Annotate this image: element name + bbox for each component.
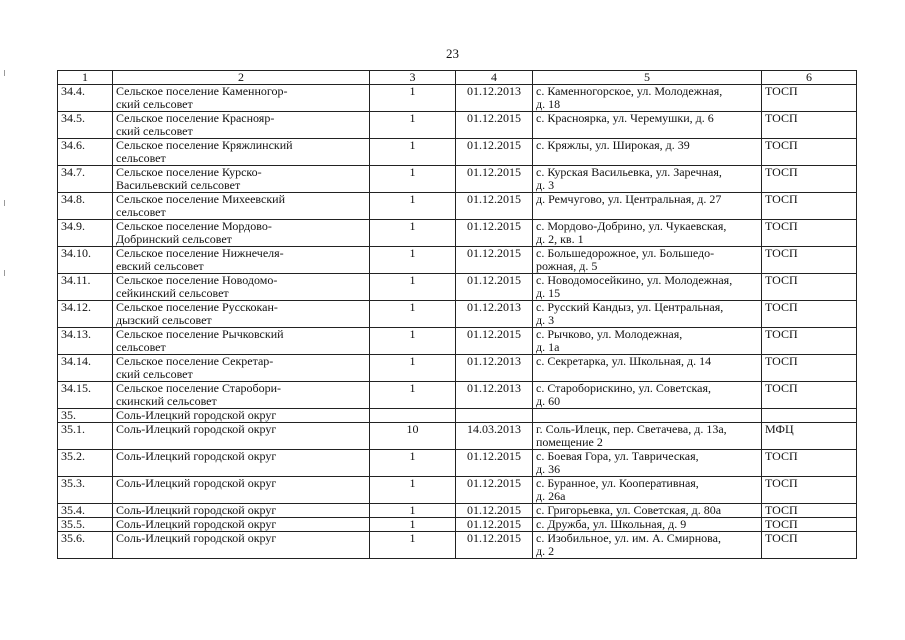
- settlement-name-cell-line: Сельское поселение Русскокан-: [116, 300, 278, 314]
- settlement-name-cell-line: Сельское поселение Михеевский: [116, 192, 286, 206]
- type-cell: ТОСП: [762, 532, 857, 559]
- settlement-name-cell: [113, 423, 370, 450]
- quantity-cell: 1: [370, 301, 456, 328]
- type-cell: ТОСП: [762, 247, 857, 274]
- table-row: [58, 85, 857, 112]
- address-cell-line: д. 36: [536, 462, 561, 476]
- column-header: 2: [113, 71, 370, 85]
- settlement-name-cell-line: Сельское поселение Рычковский: [116, 327, 284, 341]
- address-cell-line: д. 18: [536, 97, 561, 111]
- settlement-name-cell: [113, 409, 370, 423]
- settlement-name-cell-line: Соль-Илецкий городской округ: [116, 517, 277, 531]
- settlement-name-cell-line: Сельское поселение Новодомо-: [116, 273, 278, 287]
- date-cell: 01.12.2015: [456, 112, 533, 139]
- quantity-cell: 1: [370, 166, 456, 193]
- type-cell: ТОСП: [762, 193, 857, 220]
- row-number-cell: 35.6.: [58, 532, 113, 559]
- row-number-cell: 34.10.: [58, 247, 113, 274]
- address-cell-line: д. 26а: [536, 489, 566, 503]
- column-header: 5: [533, 71, 762, 85]
- settlement-name-cell-line: сельсовет: [116, 205, 166, 219]
- settlement-name-cell: [113, 382, 370, 409]
- date-cell: 01.12.2013: [456, 382, 533, 409]
- address-cell: [533, 112, 762, 139]
- address-cell: [533, 532, 762, 559]
- settlement-name-cell: [113, 450, 370, 477]
- type-cell: ТОСП: [762, 139, 857, 166]
- page-number: 23: [446, 46, 459, 61]
- address-cell-line: с. Красноярка, ул. Черемушки, д. 6: [536, 111, 714, 125]
- table-row: [58, 518, 857, 532]
- type-cell: ТОСП: [762, 450, 857, 477]
- row-number-cell: 34.7.: [58, 166, 113, 193]
- row-number-cell: 34.8.: [58, 193, 113, 220]
- address-cell-line: с. Мордово-Добрино, ул. Чукаевская,: [536, 219, 727, 233]
- type-cell: ТОСП: [762, 504, 857, 518]
- settlement-name-cell: [113, 139, 370, 166]
- address-cell: [533, 423, 762, 450]
- table-row: [58, 382, 857, 409]
- address-cell-line: с. Буранное, ул. Кооперативная,: [536, 476, 699, 490]
- quantity-cell: 1: [370, 518, 456, 532]
- address-cell-line: с. Изобильное, ул. им. А. Смирнова,: [536, 531, 721, 545]
- row-number-cell: 35.5.: [58, 518, 113, 532]
- date-cell: 01.12.2015: [456, 193, 533, 220]
- row-number-cell: 34.9.: [58, 220, 113, 247]
- row-number-cell: 35.2.: [58, 450, 113, 477]
- address-cell: [533, 355, 762, 382]
- settlement-name-cell: [113, 193, 370, 220]
- settlement-name-cell: [113, 355, 370, 382]
- quantity-cell: 1: [370, 504, 456, 518]
- type-cell: ТОСП: [762, 328, 857, 355]
- table-row: [58, 355, 857, 382]
- row-number-cell: 34.6.: [58, 139, 113, 166]
- header-row: [58, 71, 857, 85]
- row-number-cell: 34.5.: [58, 112, 113, 139]
- date-cell: 01.12.2013: [456, 85, 533, 112]
- table-row: [58, 220, 857, 247]
- settlement-name-cell: [113, 504, 370, 518]
- settlement-name-cell-line: Соль-Илецкий городской округ: [116, 476, 277, 490]
- date-cell: 01.12.2015: [456, 450, 533, 477]
- table-row: [58, 112, 857, 139]
- address-cell: [533, 409, 762, 423]
- row-number-cell: 34.11.: [58, 274, 113, 301]
- table-row: [58, 423, 857, 450]
- table-row: [58, 328, 857, 355]
- settlement-name-cell-line: Соль-Илецкий городской округ: [116, 503, 277, 517]
- settlement-name-cell-line: Соль-Илецкий городской округ: [116, 449, 277, 463]
- row-number-cell: 35.: [58, 409, 113, 423]
- type-cell: ТОСП: [762, 518, 857, 532]
- quantity-cell: 10: [370, 423, 456, 450]
- date-cell: 01.12.2013: [456, 301, 533, 328]
- quantity-cell: [370, 409, 456, 423]
- date-cell: 01.12.2015: [456, 220, 533, 247]
- address-cell-line: помещение 2: [536, 435, 603, 449]
- address-cell-line: д. 2: [536, 544, 555, 558]
- address-cell: [533, 220, 762, 247]
- type-cell: МФЦ: [762, 423, 857, 450]
- date-cell: 01.12.2015: [456, 328, 533, 355]
- address-cell: [533, 166, 762, 193]
- settlement-name-cell-line: Сельское поселение Краснояр-: [116, 111, 275, 125]
- quantity-cell: 1: [370, 355, 456, 382]
- address-cell-line: д. 3: [536, 313, 555, 327]
- settlement-name-cell-line: Соль-Илецкий городской округ: [116, 531, 277, 545]
- table-row: [58, 247, 857, 274]
- date-cell: 01.12.2015: [456, 504, 533, 518]
- settlement-name-cell-line: ский сельсовет: [116, 124, 193, 138]
- row-number-cell: 35.3.: [58, 477, 113, 504]
- settlement-name-cell: [113, 301, 370, 328]
- table-row: [58, 193, 857, 220]
- settlement-name-cell: [113, 532, 370, 559]
- address-cell: [533, 193, 762, 220]
- quantity-cell: 1: [370, 328, 456, 355]
- table-row: [58, 301, 857, 328]
- table-row: [58, 477, 857, 504]
- date-cell: 01.12.2015: [456, 139, 533, 166]
- address-cell-line: с. Староборискино, ул. Советская,: [536, 381, 712, 395]
- address-cell-line: рожная, д. 5: [536, 259, 598, 273]
- type-cell: ТОСП: [762, 301, 857, 328]
- address-cell: [533, 247, 762, 274]
- settlement-name-cell-line: Сельское поселение Нижнечеля-: [116, 246, 284, 260]
- settlement-name-cell-line: евский сельсовет: [116, 259, 204, 273]
- type-cell: ТОСП: [762, 85, 857, 112]
- settlement-name-cell-line: Сельское поселение Кряжлинский: [116, 138, 293, 152]
- settlement-name-cell-line: ский сельсовет: [116, 97, 193, 111]
- address-cell-line: г. Соль-Илецк, пер. Светачева, д. 13а,: [536, 422, 727, 436]
- address-cell: [533, 450, 762, 477]
- address-cell-line: с. Дружба, ул. Школьная, д. 9: [536, 517, 687, 531]
- date-cell: [456, 409, 533, 423]
- table-row: [58, 139, 857, 166]
- address-cell-line: с. Кряжлы, ул. Широкая, д. 39: [536, 138, 690, 152]
- table-row: [58, 532, 857, 559]
- settlement-name-cell-line: Сельское поселение Секретар-: [116, 354, 274, 368]
- table-row: [58, 274, 857, 301]
- settlement-name-cell: [113, 274, 370, 301]
- address-cell-line: с. Курская Васильевка, ул. Заречная,: [536, 165, 722, 179]
- address-cell: [533, 518, 762, 532]
- date-cell: 01.12.2015: [456, 274, 533, 301]
- address-cell: [533, 274, 762, 301]
- date-cell: 01.12.2015: [456, 532, 533, 559]
- quantity-cell: 1: [370, 450, 456, 477]
- settlement-name-cell-line: сельсовет: [116, 151, 166, 165]
- settlement-name-cell: [113, 166, 370, 193]
- settlement-name-cell-line: Сельское поселение Старобори-: [116, 381, 282, 395]
- table-body: [58, 85, 857, 559]
- type-cell: ТОСП: [762, 355, 857, 382]
- settlement-name-cell-line: Сельское поселение Курско-: [116, 165, 262, 179]
- row-number-cell: 34.14.: [58, 355, 113, 382]
- quantity-cell: 1: [370, 193, 456, 220]
- document-table: [57, 70, 857, 559]
- settlement-name-cell: [113, 247, 370, 274]
- address-cell-line: с. Русский Кандыз, ул. Центральная,: [536, 300, 724, 314]
- settlement-name-cell: [113, 518, 370, 532]
- settlement-name-cell: [113, 85, 370, 112]
- address-cell-line: с. Боевая Гора, ул. Таврическая,: [536, 449, 699, 463]
- quantity-cell: 1: [370, 532, 456, 559]
- type-cell: ТОСП: [762, 166, 857, 193]
- address-cell: [533, 301, 762, 328]
- settlement-name-cell-line: Соль-Илецкий городской округ: [116, 422, 277, 436]
- type-cell: ТОСП: [762, 382, 857, 409]
- table-row: [58, 166, 857, 193]
- date-cell: 01.12.2015: [456, 247, 533, 274]
- settlement-name-cell-line: Сельское поселение Каменногор-: [116, 84, 288, 98]
- address-cell-line: д. 2, кв. 1: [536, 232, 584, 246]
- address-cell: [533, 328, 762, 355]
- table-row: [58, 504, 857, 518]
- address-cell-line: с. Новодомосейкино, ул. Молодежная,: [536, 273, 733, 287]
- settlement-name-cell: [113, 112, 370, 139]
- settlement-name-cell-line: Добринский сельсовет: [116, 232, 232, 246]
- settlement-name-cell-line: Васильевский сельсовет: [116, 178, 241, 192]
- settlement-name-cell-line: скинский сельсовет: [116, 394, 217, 408]
- date-cell: 01.12.2013: [456, 355, 533, 382]
- row-number-cell: 34.4.: [58, 85, 113, 112]
- type-cell: ТОСП: [762, 274, 857, 301]
- address-cell: [533, 139, 762, 166]
- settlement-name-cell-line: сейкинский сельсовет: [116, 286, 229, 300]
- address-cell-line: с. Каменногорское, ул. Молодежная,: [536, 84, 723, 98]
- quantity-cell: 1: [370, 274, 456, 301]
- address-cell-line: д. 1а: [536, 340, 560, 354]
- type-cell: ТОСП: [762, 220, 857, 247]
- address-cell-line: с. Григорьевка, ул. Советская, д. 80а: [536, 503, 722, 517]
- settlement-name-cell-line: сельсовет: [116, 340, 166, 354]
- row-number-cell: 35.1.: [58, 423, 113, 450]
- address-cell: [533, 85, 762, 112]
- date-cell: 01.12.2015: [456, 477, 533, 504]
- quantity-cell: 1: [370, 477, 456, 504]
- row-number-cell: 34.15.: [58, 382, 113, 409]
- table-row: [58, 409, 857, 423]
- address-cell-line: с. Секретарка, ул. Школьная, д. 14: [536, 354, 712, 368]
- column-header: 4: [456, 71, 533, 85]
- column-header: 3: [370, 71, 456, 85]
- settlement-name-cell: [113, 328, 370, 355]
- date-cell: 01.12.2015: [456, 166, 533, 193]
- quantity-cell: 1: [370, 382, 456, 409]
- quantity-cell: 1: [370, 85, 456, 112]
- address-cell: [533, 382, 762, 409]
- address-cell-line: с. Рычково, ул. Молодежная,: [536, 327, 683, 341]
- settlement-name-cell: [113, 477, 370, 504]
- row-number-cell: 35.4.: [58, 504, 113, 518]
- address-cell-line: с. Большедорожное, ул. Большедо-: [536, 246, 715, 260]
- address-cell-line: д. 60: [536, 394, 561, 408]
- date-cell: 14.03.2013: [456, 423, 533, 450]
- type-cell: ТОСП: [762, 477, 857, 504]
- type-cell: [762, 409, 857, 423]
- row-number-cell: 34.12.: [58, 301, 113, 328]
- table-row: [58, 450, 857, 477]
- address-cell: [533, 477, 762, 504]
- settlement-name-cell: [113, 220, 370, 247]
- address-cell-line: д. 15: [536, 286, 561, 300]
- settlement-name-cell-line: ский сельсовет: [116, 367, 193, 381]
- address-cell-line: д. 3: [536, 178, 555, 192]
- settlement-name-cell-line: Сельское поселение Мордово-: [116, 219, 272, 233]
- settlement-name-cell-line: Соль-Илецкий городской округ: [116, 408, 277, 422]
- quantity-cell: 1: [370, 247, 456, 274]
- type-cell: ТОСП: [762, 112, 857, 139]
- row-number-cell: 34.13.: [58, 328, 113, 355]
- quantity-cell: 1: [370, 139, 456, 166]
- quantity-cell: 1: [370, 220, 456, 247]
- quantity-cell: 1: [370, 112, 456, 139]
- column-header: 6: [762, 71, 857, 85]
- address-cell: [533, 504, 762, 518]
- column-header: 1: [58, 71, 113, 85]
- settlement-name-cell-line: дызский сельсовет: [116, 313, 212, 327]
- date-cell: 01.12.2015: [456, 518, 533, 532]
- address-cell-line: д. Ремчугово, ул. Центральная, д. 27: [536, 192, 722, 206]
